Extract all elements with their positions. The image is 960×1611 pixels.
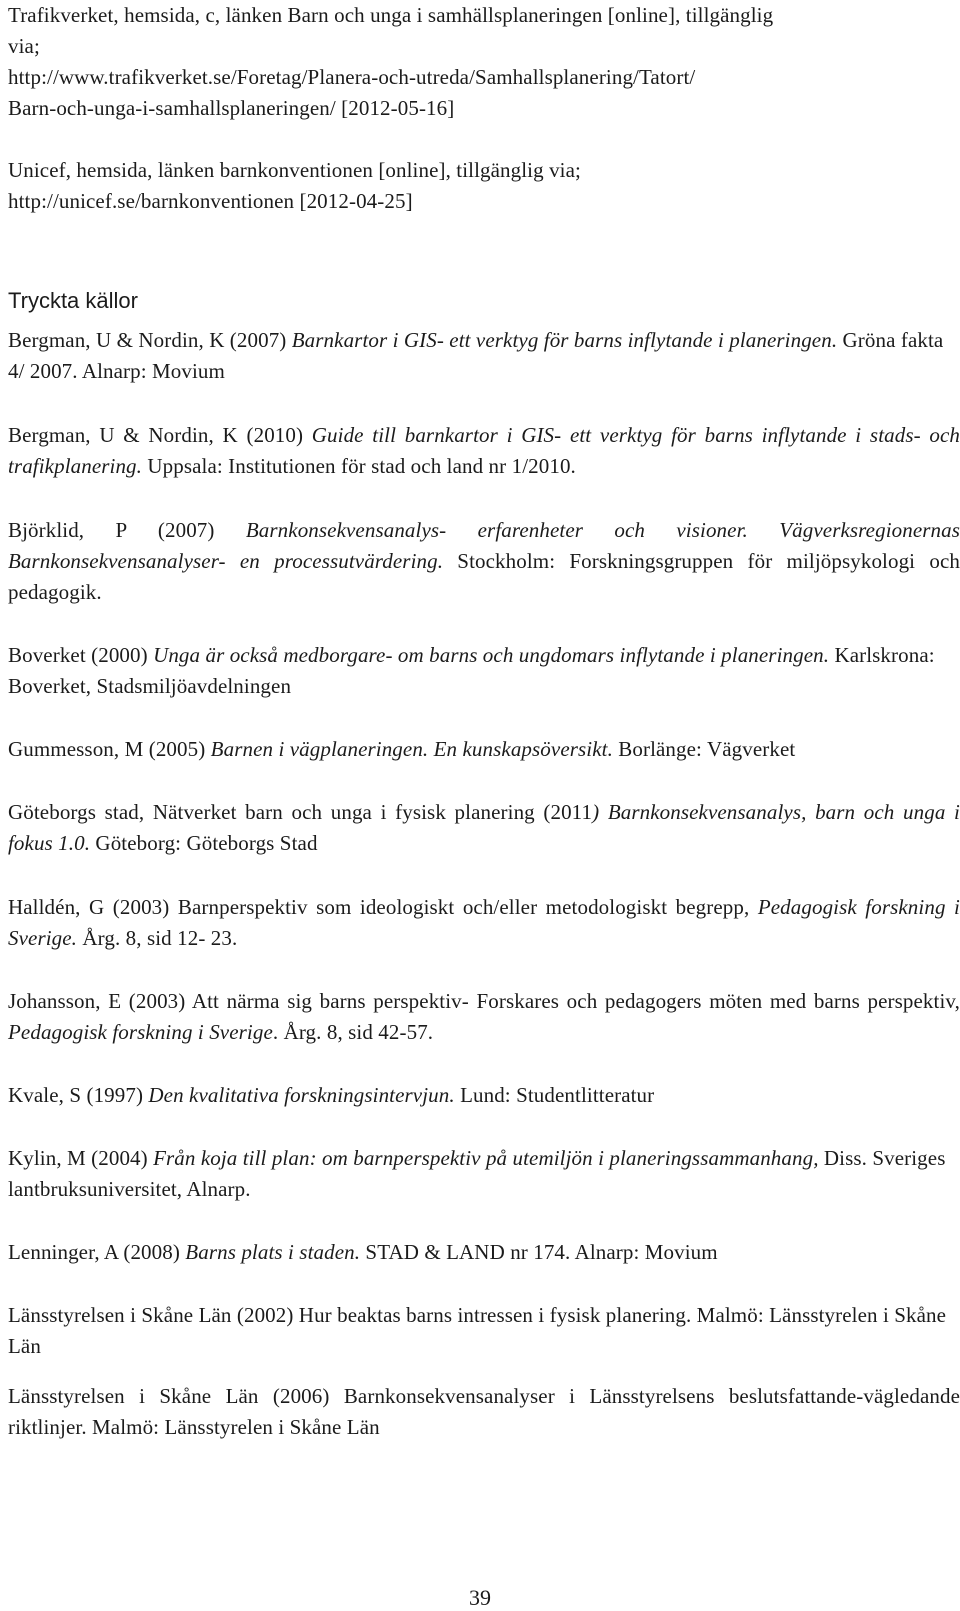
reference-title: ) Barnkonsekvensanalys, barn och unga i fokus 1.0. xyxy=(8,800,960,855)
reference-publisher: Diss. Sveriges lantbruksuniversitet, Alnarp. xyxy=(8,1146,946,1201)
reference-goteborgs-stad-2011 xyxy=(8,797,960,859)
reference-author: Bergman, U & Nordin, K (2010) xyxy=(8,423,312,447)
reference-text: Länsstyrelsen i Skåne Län (2006) Barnkonsekvensanalyser i Länsstyrelsens beslutsfattande-vägledande riktlinjer. Malmö: Länsstyrelen i Skåne Län xyxy=(8,1384,960,1439)
reference-hallden-2003 xyxy=(8,892,960,954)
reference-title: Barnkartor i GIS- ett verktyg för barns inflytande i planeringen. xyxy=(291,328,838,352)
reference-gummesson-2005 xyxy=(8,734,960,765)
reference-title: Pedagogisk forskning i Sverige. xyxy=(8,895,960,950)
reference-author: Göteborgs stad, Nätverket barn och unga i fysisk planering (2011 xyxy=(8,800,593,824)
reference-publisher: Borlänge: Vägverket xyxy=(612,737,796,761)
reference-title: Den kvalitativa forskningsintervjun. xyxy=(148,1083,455,1107)
page-number: 39 xyxy=(469,1585,491,1610)
reference-url: Barn-och-unga-i-samhallsplaneringen/ [2012-05-16] xyxy=(8,96,455,120)
reference-author: Bergman, U & Nordin, K (2007) xyxy=(8,328,292,352)
reference-title: Från koja till plan: om barnperspektiv på utemiljön i planeringssammanhang, xyxy=(153,1146,819,1170)
reference-author: Kvale, S (1997) xyxy=(8,1083,149,1107)
reference-lenninger-2008 xyxy=(8,1237,960,1268)
reference-kvale-1997 xyxy=(8,1080,960,1111)
reference-bergman-2010 xyxy=(8,420,960,482)
web-reference-unicef xyxy=(8,155,960,217)
reference-publisher: STAD & LAND nr 174. Alnarp: Movium xyxy=(360,1240,718,1264)
reference-title: Guide till barnkartor i GIS- ett verktyg för barns inflytande i stads- och trafikplanering. xyxy=(8,423,960,478)
reference-author: Johansson, E (2003) Att närma sig barns perspektiv- Forskares och pedagogers möten med barns perspektiv, xyxy=(8,989,960,1013)
reference-boverket-2000 xyxy=(8,640,960,702)
reference-title: Unga är också medborgare- om barns och ungdomars inflytande i planeringen. xyxy=(153,643,830,667)
reference-lansstyrelsen-2002 xyxy=(8,1300,960,1362)
reference-publisher: Göteborg: Göteborgs Stad xyxy=(90,831,318,855)
reference-url: http://www.trafikverket.se/Foretag/Planera-och-utreda/Samhallsplanering/Tatort/ xyxy=(8,65,696,89)
reference-line: Trafikverket, hemsida, c, länken Barn och unga i samhällsplaneringen [online], tillgänglig xyxy=(8,3,774,27)
reference-publisher: Lund: Studentlitteratur xyxy=(454,1083,655,1107)
reference-publisher: Årg. 8, sid 12- 23. xyxy=(77,926,238,950)
reference-publisher: Gröna fakta 4/ 2007. Alnarp: Movium xyxy=(8,328,944,383)
reference-title: Barns plats i staden. xyxy=(185,1240,361,1264)
reference-author: Kylin, M (2004) xyxy=(8,1146,154,1170)
section-heading: Tryckta källor xyxy=(8,288,138,313)
web-reference-trafikverket xyxy=(8,0,960,124)
reference-title: Barnkonsekvensanalys- erfarenheter och visioner. Vägverksregionernas Barnkonsekvensanalyser- en processutvärdering. xyxy=(8,518,960,573)
reference-publisher: Stockholm: Forskningsgruppen för miljöpsykologi och pedagogik. xyxy=(8,549,960,604)
reference-author: Björklid, P (2007) xyxy=(8,518,246,542)
reference-bergman-2007 xyxy=(8,325,960,387)
reference-title: Pedagogisk forskning i Sverige xyxy=(8,1020,273,1044)
reference-author: Gummesson, M (2005) xyxy=(8,737,211,761)
reference-title: Barnen i vägplaneringen. En kunskapsöversikt. xyxy=(210,737,613,761)
reference-url: http://unicef.se/barnkonventionen [2012-04-25] xyxy=(8,189,413,213)
reference-text: Länsstyrelsen i Skåne Län (2002) Hur beaktas barns intressen i fysisk planering. Malmö: Länsstyrelen i Skåne Län xyxy=(8,1303,947,1358)
reference-publisher: . Årg. 8, sid 42-57. xyxy=(272,1020,434,1044)
reference-johansson-2003 xyxy=(8,986,960,1048)
reference-bjorklid-2007 xyxy=(8,515,960,608)
reference-line: Unicef, hemsida, länken barnkonventionen [online], tillgänglig via; xyxy=(8,158,581,182)
reference-author: Lenninger, A (2008) xyxy=(8,1240,186,1264)
reference-publisher: Karlskrona: Boverket, Stadsmiljöavdelningen xyxy=(8,643,935,698)
reference-publisher: Uppsala: Institutionen för stad och land nr 1/2010. xyxy=(142,454,576,478)
reference-lansstyrelsen-2006 xyxy=(8,1381,960,1443)
reference-line: via; xyxy=(8,34,40,58)
reference-kylin-2004 xyxy=(8,1143,960,1205)
reference-author: Halldén, G (2003) Barnperspektiv som ideologiskt och/eller metodologiskt begrepp, xyxy=(8,895,758,919)
reference-author: Boverket (2000) xyxy=(8,643,154,667)
